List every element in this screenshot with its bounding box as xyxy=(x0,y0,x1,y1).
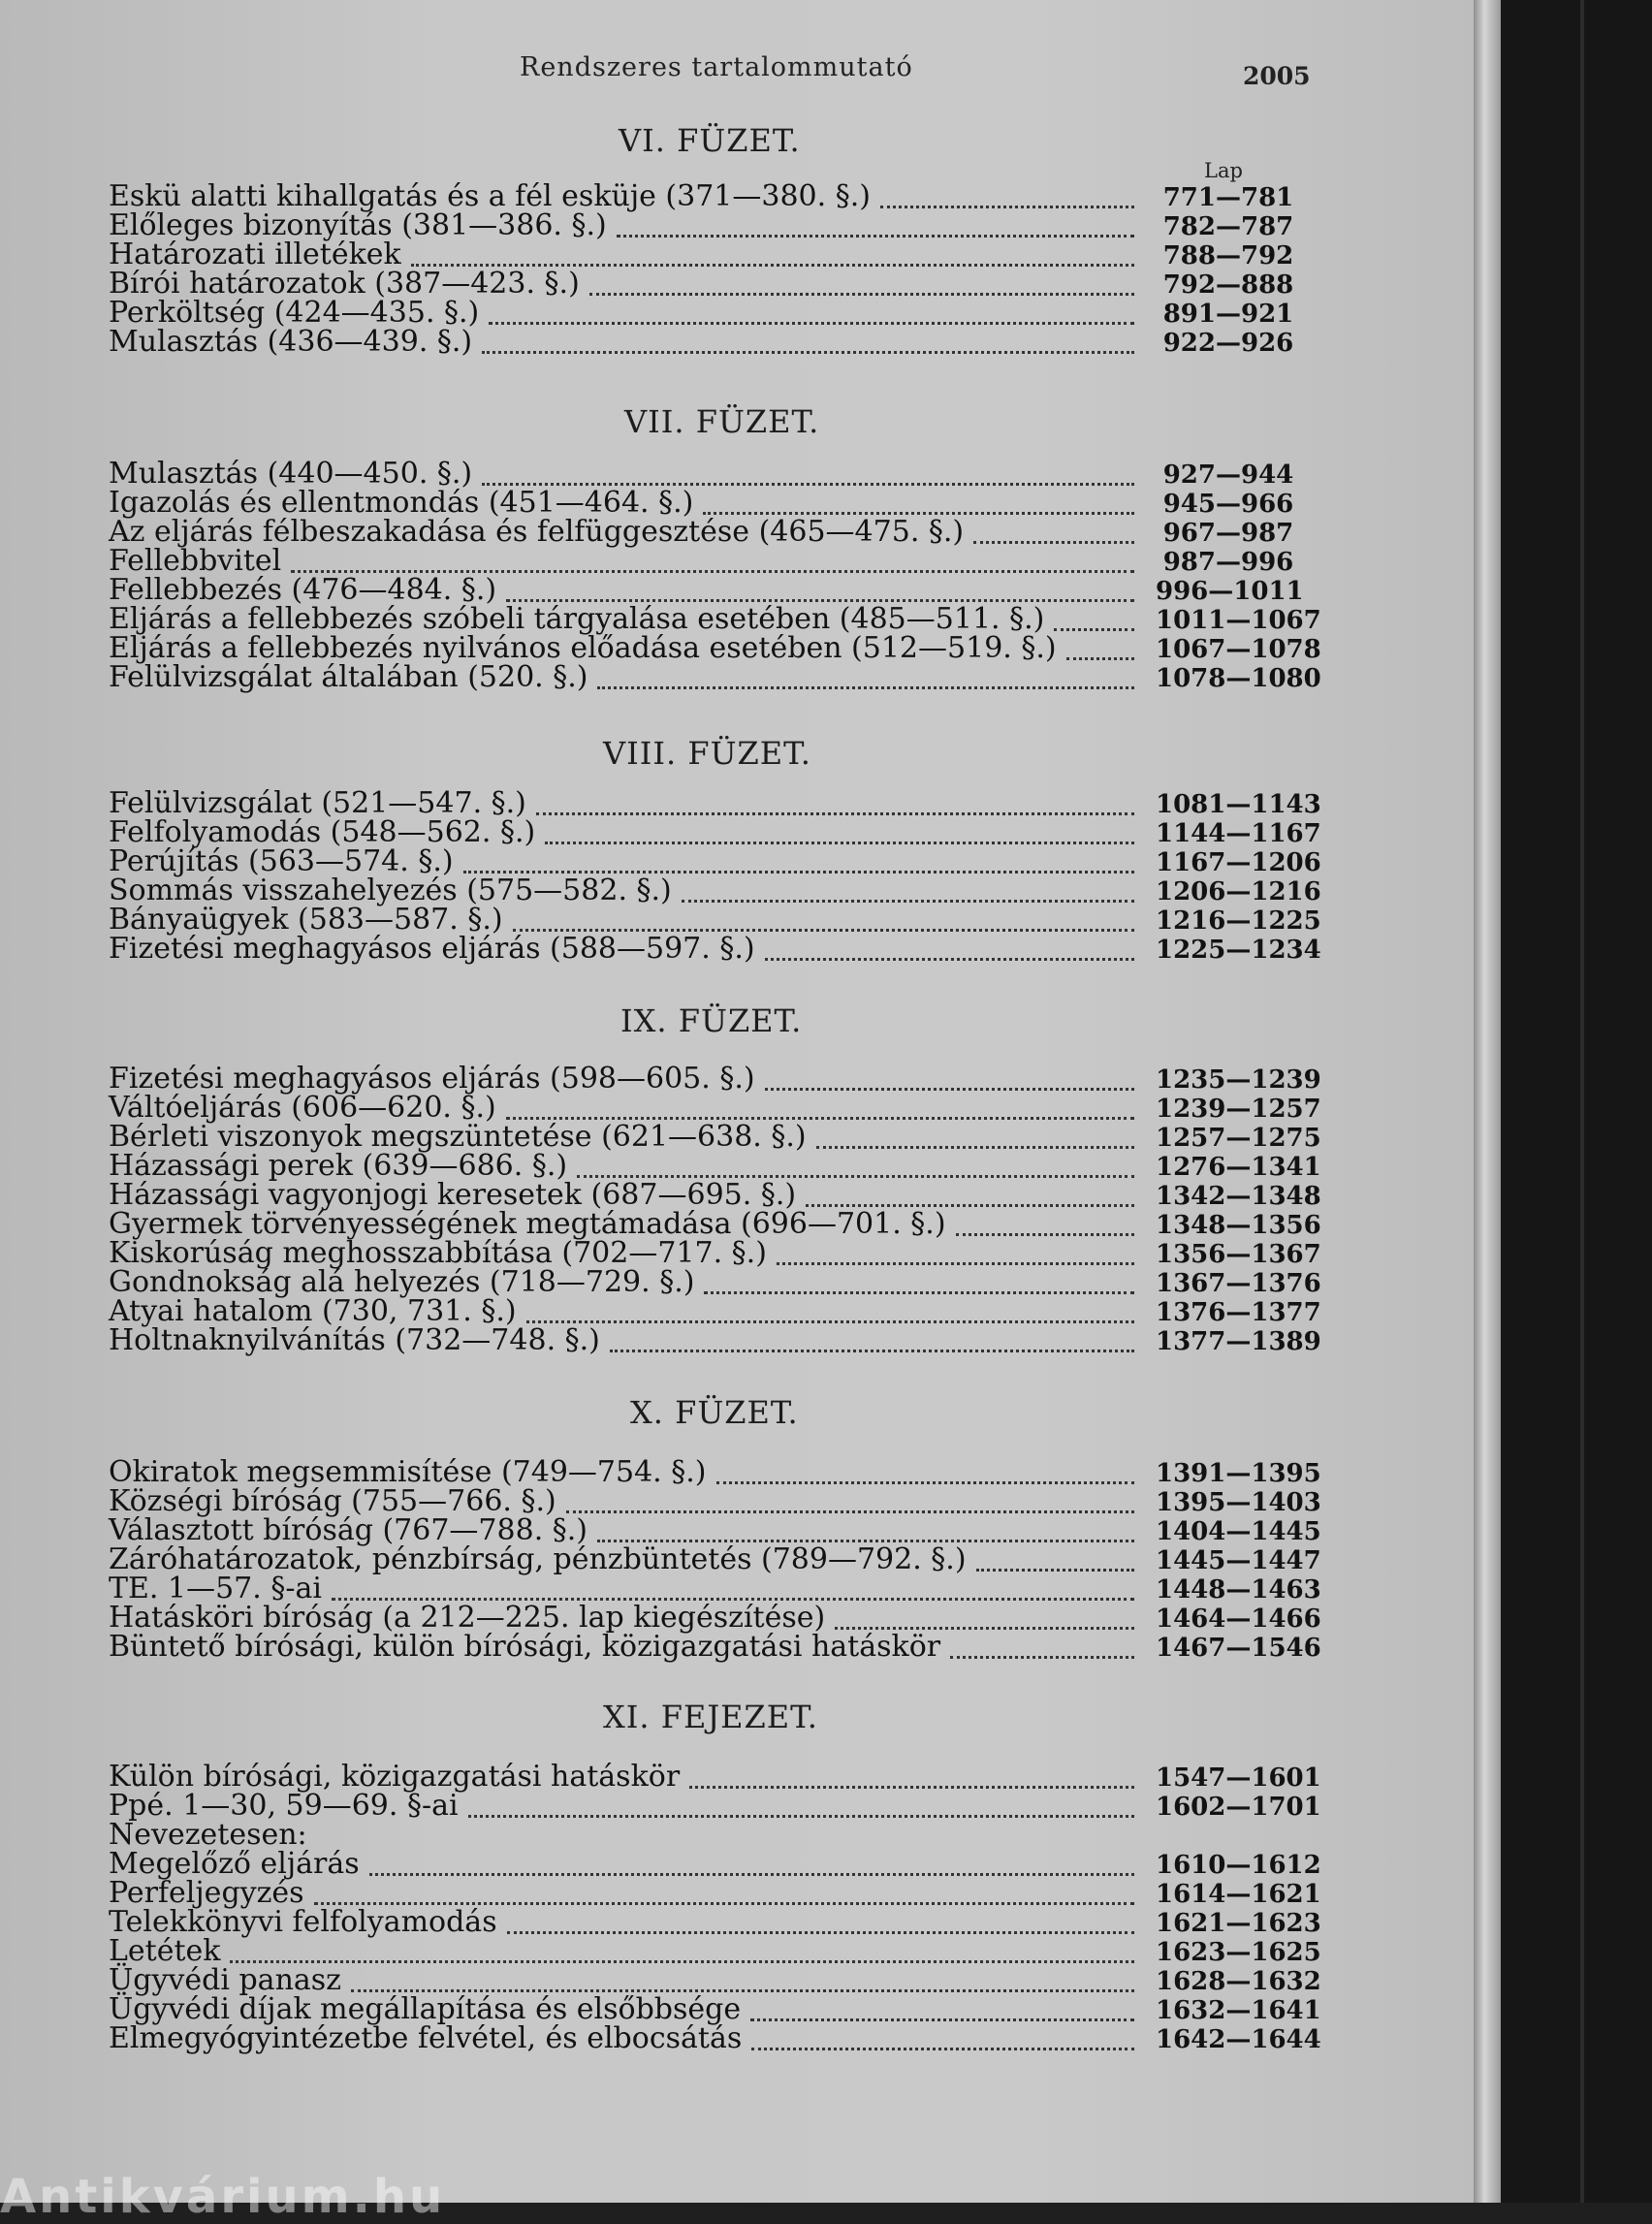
toc-entry: Fizetési meghagyásos eljárás (598—605. §.) 1235—1239 xyxy=(109,1062,1321,1096)
toc-entry: Büntető bírósági, külön bírósági, közigazgatási hatáskör 1467—1546 xyxy=(109,1630,1321,1664)
running-title: Rendszeres tartalommutató xyxy=(520,52,913,82)
toc-entry: Választott bíróság (767—788. §.) 1404—1445 xyxy=(109,1513,1321,1547)
toc-subheading: Nevezetesen: xyxy=(109,1818,307,1852)
toc-entry: Fellebbvitel 987—996 xyxy=(109,544,1294,578)
toc-entry: Záróhatározatok, pénzbírság, pénzbüntetés (789—792. §.) 1445—1447 xyxy=(109,1542,1321,1576)
toc-entry: Ppé. 1—30, 59—69. §-ai 1602—1701 xyxy=(109,1789,1321,1823)
toc-entry: Fizetési meghagyásos eljárás (588—597. §.) 1225—1234 xyxy=(109,932,1321,966)
toc-entry: Felülvizsgálat (521—547. §.) 1081—1143 xyxy=(109,786,1321,820)
section-title-vii: VII. FÜZET. xyxy=(624,403,820,440)
toc-entry: Házassági perek (639—686. §.) 1276—1341 xyxy=(109,1149,1321,1183)
toc-entry: Megelőző eljárás 1610—1612 xyxy=(109,1847,1321,1881)
toc-entry: Előleges bizonyítás (381—386. §.) 782—787 xyxy=(109,208,1294,242)
section-title-xi: XI. FEJEZET. xyxy=(603,1699,818,1735)
toc-entry: Községi bíróság (755—766. §.) 1395—1403 xyxy=(109,1484,1321,1518)
toc-entry: Váltóeljárás (606—620. §.) 1239—1257 xyxy=(109,1091,1321,1125)
section-vii xyxy=(109,457,1321,694)
toc-entry: Perújítás (563—574. §.) 1167—1206 xyxy=(109,844,1321,878)
toc-entry: Letétek 1623—1625 xyxy=(109,1934,1321,1968)
toc-entry: Gyermek törvényességének megtámadása (696—701. §.) 1348—1356 xyxy=(109,1207,1321,1241)
section-x xyxy=(109,1455,1321,1664)
toc-entry: Az eljárás félbeszakadása és felfüggesztése (465—475. §.) 967—987 xyxy=(109,515,1294,549)
toc-entry: Bányaügyek (583—587. §.) 1216—1225 xyxy=(109,903,1321,937)
section-title-viii: VIII. FÜZET. xyxy=(603,735,811,772)
page-column-label: Lap xyxy=(1204,159,1243,182)
toc-entry: Mulasztás (440—450. §.) 927—944 xyxy=(109,457,1294,491)
toc-entry: Ügyvédi díjak megállapítása és elsőbbsége 1632—1641 xyxy=(109,1992,1321,2026)
book-cover-edge xyxy=(1501,0,1652,2203)
toc-entry: Bérleti viszonyok megszüntetése (621—638. §.) 1257—1275 xyxy=(109,1120,1321,1154)
section-vi xyxy=(109,179,1301,359)
section-title-x: X. FÜZET. xyxy=(630,1394,799,1431)
book-spine xyxy=(1474,0,1501,2203)
toc-entry: Házassági vagyonjogi keresetek (687—695. §.) 1342—1348 xyxy=(109,1178,1321,1212)
section-ix xyxy=(109,1062,1321,1357)
toc-entry: Okiratok megsemmisítése (749—754. §.) 1391—1395 xyxy=(109,1455,1321,1489)
page-number: 2005 xyxy=(1243,62,1311,90)
toc-entry: Fellebbezés (476—484. §.) 996—1011 xyxy=(109,573,1304,607)
toc-entry: Eskü alatti kihallgatás és a fél esküje (371—380. §.) 771—781 xyxy=(109,179,1294,213)
toc-entry: Határozati illetékek 788—792 xyxy=(109,238,1294,271)
cover-line xyxy=(1580,0,1584,2203)
toc-entry: Elmegyógyintézetbe felvétel, és elbocsátás 1642—1644 xyxy=(109,2021,1321,2055)
toc-entry: Mulasztás (436—439. §.) 922—926 xyxy=(109,325,1294,359)
toc-entry: Bírói határozatok (387—423. §.) 792—888 xyxy=(109,267,1294,301)
section-title-vi: VI. FÜZET. xyxy=(619,122,801,159)
section-title-ix: IX. FÜZET. xyxy=(620,1002,803,1039)
section-xi xyxy=(109,1760,1321,2055)
toc-entry: Sommás visszahelyezés (575—582. §.) 1206—1216 xyxy=(109,874,1321,907)
toc-entry: Kiskorúság meghosszabbítása (702—717. §.) 1356—1367 xyxy=(109,1236,1321,1270)
toc-entry: Hatásköri bíróság (a 212—225. lap kiegészítése) 1464—1466 xyxy=(109,1601,1321,1635)
toc-entry: Igazolás és ellentmondás (451—464. §.) 945—966 xyxy=(109,486,1294,520)
toc-entry: Gondnokság alá helyezés (718—729. §.) 1367—1376 xyxy=(109,1265,1321,1299)
toc-entry: Eljárás a fellebbezés szóbeli tárgyalása esetében (485—511. §.) 1011—1067 xyxy=(109,602,1321,636)
toc-entry: Perfeljegyzés 1614—1621 xyxy=(109,1876,1321,1910)
watermark: Antikvárium.hu xyxy=(0,2170,446,2224)
toc-entry: TE. 1—57. §-ai 1448—1463 xyxy=(109,1572,1321,1605)
toc-entry: Atyai hatalom (730, 731. §.) 1376—1377 xyxy=(109,1294,1321,1328)
section-viii xyxy=(109,786,1321,966)
toc-entry: Perköltség (424—435. §.) 891—921 xyxy=(109,296,1294,330)
toc-entry: Telekkönyvi felfolyamodás 1621—1623 xyxy=(109,1905,1321,1939)
toc-entry: Holtnaknyilvánítás (732—748. §.) 1377—1389 xyxy=(109,1323,1321,1357)
toc-entry: Felülvizsgálat általában (520. §.) 1078—1080 xyxy=(109,660,1321,694)
toc-entry: Ügyvédi panasz 1628—1632 xyxy=(109,1963,1321,1997)
toc-entry: Felfolyamodás (548—562. §.) 1144—1167 xyxy=(109,815,1321,849)
toc-entry: Eljárás a fellebbezés nyilvános előadása esetében (512—519. §.) 1067—1078 xyxy=(109,631,1321,665)
toc-entry: Külön bírósági, közigazgatási hatáskör 1547—1601 xyxy=(109,1760,1321,1794)
